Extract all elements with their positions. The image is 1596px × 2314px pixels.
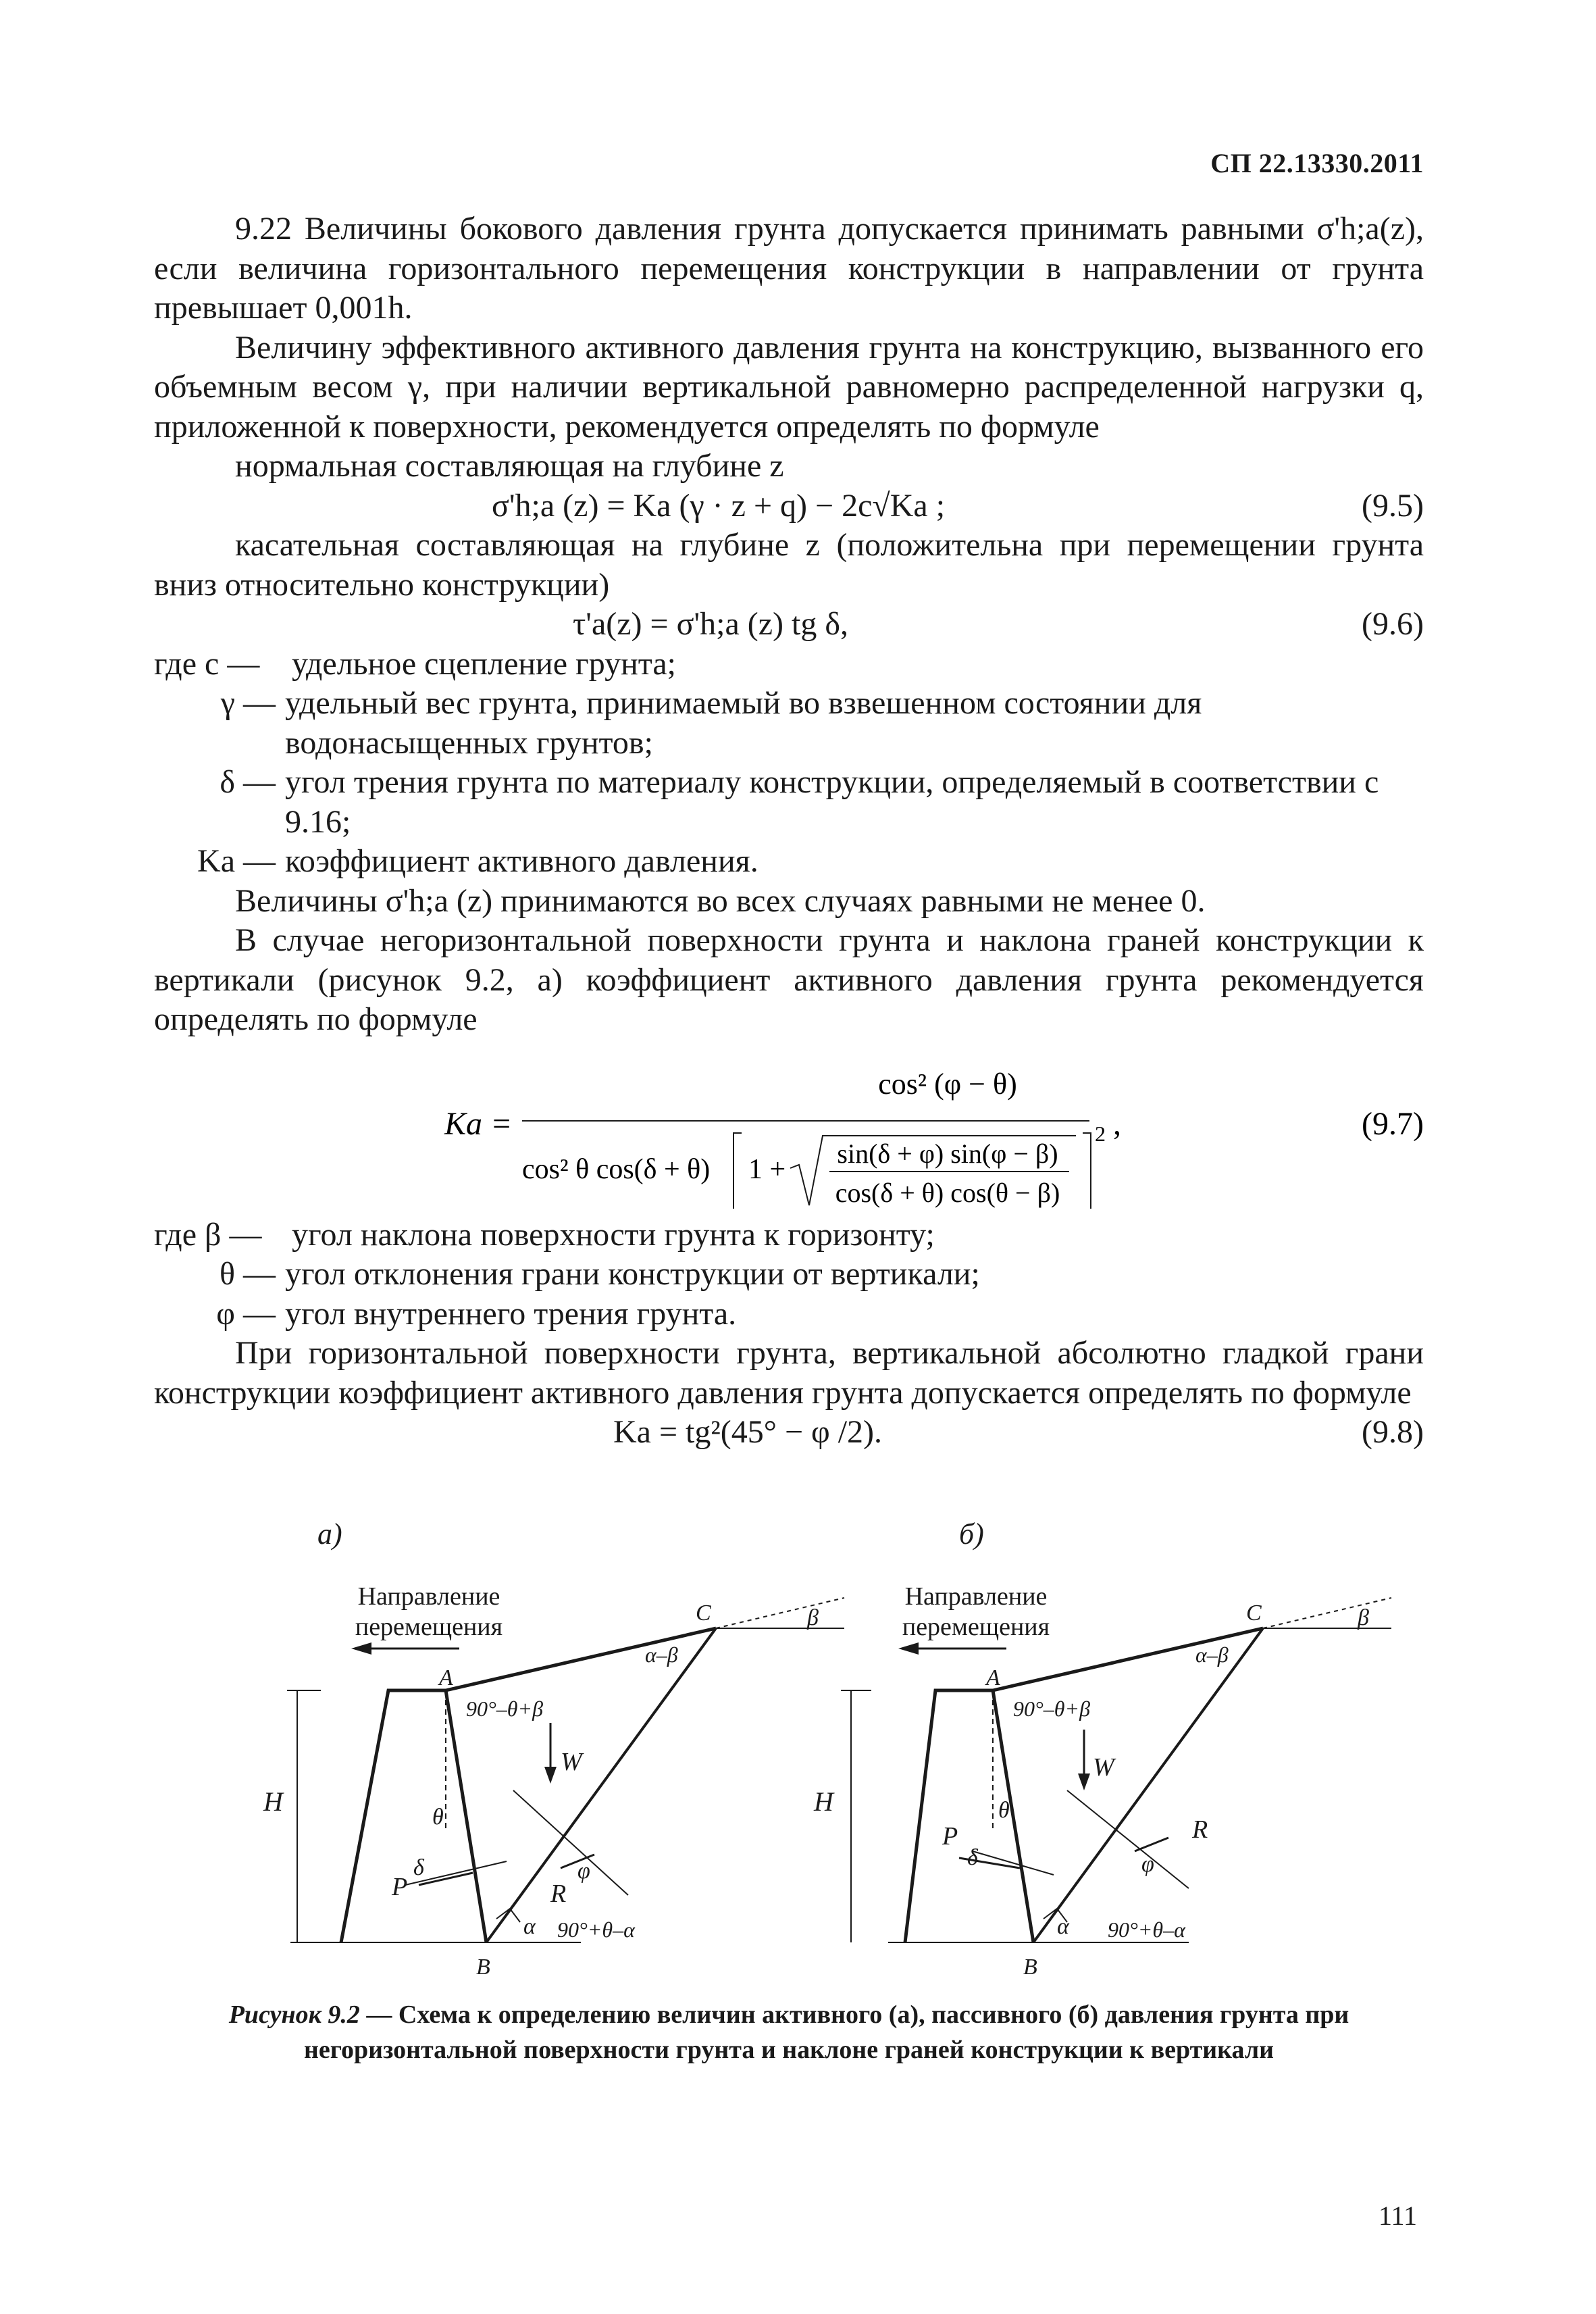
label-angle-bottom-a: 90°+θ–α (557, 1917, 635, 1942)
label-alpha-a: α (523, 1914, 536, 1939)
formula-9-5-number: (9.5) (1362, 487, 1424, 524)
label-W-a: W (561, 1748, 582, 1776)
label-A-b: A (986, 1665, 1000, 1690)
paragraph-normal-component: нормальная составляющая на глубине z (235, 448, 784, 484)
definition-c: где c — удельное сцепление грунта; (154, 645, 676, 682)
label-theta-b: θ (998, 1798, 1010, 1823)
label-R-a: R (550, 1880, 567, 1908)
formula-9-8 (154, 1413, 1424, 1453)
formula-9-7-graphic (154, 1040, 1424, 1209)
label-b: б) (959, 1520, 984, 1551)
left-bracket (733, 1133, 742, 1209)
label-alpha-b: α (1057, 1914, 1069, 1939)
retaining-wall-b (905, 1690, 1033, 1942)
label-C-b: C (1246, 1601, 1262, 1626)
definitions-list-2 (154, 1215, 1424, 1334)
definitions-list-1 (154, 645, 1424, 882)
page-number: 111 (1378, 2200, 1417, 2231)
figure-9-2 (0, 1520, 1596, 1980)
formula-9-6 (154, 605, 1424, 645)
formula-9-7-comma: , (1113, 1105, 1121, 1142)
force-R-b (1135, 1838, 1168, 1851)
label-H-a: H (263, 1786, 283, 1817)
definition-theta: θ — угол отклонения грани конструкции от вертикали; (220, 1256, 980, 1292)
formula-9-7-lhs: Ka = (444, 1105, 513, 1142)
formula-9-7-power: 2 (1095, 1121, 1106, 1146)
paragraph-horizontal-surface: При горизонтальной поверхности грунта, вертикальной абсолютно гладкой грани конструкции коэффициент активного давления грунта допускается определять по формуле (154, 1335, 1424, 1411)
paragraph-9-22: 9.22 Величины бокового давления грунта допускается принимать равными σ'h;a(z), если величина горизонтального перемещения конструкции в направлении от грунта превышает 0,001h. (154, 211, 1424, 326)
diagram-b (813, 1520, 1391, 1980)
direction-label-line1-b: Направление (904, 1582, 1048, 1611)
formula-9-7-root-top: sin(δ + φ) sin(φ − β) (837, 1138, 1058, 1169)
figure-caption-prefix: Рисунок 9.2 (228, 2001, 360, 2029)
label-angle-top-b: 90°–θ+β (1013, 1696, 1091, 1721)
label-C-a: C (696, 1601, 711, 1626)
slip-plane-b (1033, 1628, 1263, 1942)
arrowhead-a (351, 1642, 371, 1655)
figure-caption (154, 1997, 1424, 2067)
label-delta-a: δ (413, 1855, 424, 1880)
label-H-b: H (814, 1786, 833, 1817)
label-A-a: A (439, 1665, 453, 1690)
standard-code-header: СП 22.13330.2011 (1210, 148, 1424, 178)
figure-caption-text: — Схема к определению величин активного (а), пассивного (б) давления грунта при негоризонтальной поверхности грунта и наклоне граней конструкции к вертикали (303, 2001, 1349, 2064)
label-alpha-beta-a: α–β (645, 1642, 678, 1667)
formula-9-7 (154, 1040, 1424, 1209)
diagram-a (263, 1520, 844, 1980)
label-P-b: P (942, 1822, 958, 1851)
label-alpha-beta-b: α–β (1195, 1642, 1229, 1667)
label-W-b: W (1093, 1753, 1114, 1782)
paragraph-effective-pressure: Величину эффективного активного давления грунта на конструкцию, вызванного его объемным весом γ, при наличии вертикальной равномерно распределенной нагрузки q, приложенной к поверхности, рекомендуется определять по формуле (154, 329, 1424, 445)
formula-9-6-expression: τ'a(z) = σ'h;a (z) tg δ, (573, 606, 848, 642)
formula-9-8-number: (9.8) (1362, 1414, 1424, 1450)
formula-9-5-expression: σ'h;a (z) = Ka (γ · z + q) − 2c√Ka ; (492, 487, 946, 524)
formula-9-7-root-bottom: cos(δ + θ) cos(θ − β) (835, 1177, 1060, 1208)
label-beta-a: β (807, 1605, 819, 1630)
label-theta-a: θ (432, 1805, 444, 1830)
label-R-b: R (1192, 1815, 1208, 1844)
label-P-a: P (392, 1873, 408, 1901)
formula-9-8-expression: Ka = tg²(45° − φ /2). (613, 1414, 883, 1450)
formula-9-7-one-plus: 1 + (748, 1153, 786, 1185)
label-phi-b: φ (1141, 1852, 1154, 1877)
label-delta-b: δ (967, 1845, 978, 1870)
direction-label-line2-a: перемещения (355, 1613, 503, 1641)
formula-9-6-number: (9.6) (1362, 606, 1424, 642)
label-B-a: B (476, 1955, 490, 1980)
definition-beta: где β — угол наклона поверхности грунта к горизонту; (154, 1216, 935, 1253)
direction-label-line1-a: Направление (357, 1582, 500, 1611)
formula-9-7-number: (9.7) (1362, 1105, 1424, 1142)
direction-label-line2-b: перемещения (902, 1613, 1050, 1641)
label-a: а) (317, 1520, 342, 1551)
definition-ka: Ka — коэффициент активного давления. (197, 843, 758, 879)
right-bracket (1083, 1133, 1091, 1209)
force-P-a (419, 1873, 473, 1885)
formula-9-7-numerator: cos² (φ − θ) (878, 1067, 1017, 1101)
formula-9-5 (154, 486, 1424, 526)
label-angle-bottom-b: 90°+θ–α (1108, 1917, 1185, 1942)
body-text (154, 209, 1424, 1453)
slip-plane-a (486, 1628, 716, 1942)
formula-9-7-denominator-left: cos² θ cos(δ + θ) (522, 1153, 711, 1185)
paragraph-tangential-component: касательная составляющая на глубине z (положительна при перемещении грунта вниз относительно конструкции) (154, 527, 1424, 603)
definition-gamma: γ — удельный вес грунта, принимаемый во взвешенном состоянии для водонасыщенных грунтов; (220, 685, 1202, 761)
paragraph-min-values: Величины σ'h;a (z) принимаются во всех случаях равными не менее 0. (235, 882, 1206, 919)
definition-phi: φ — угол внутреннего трения грунта. (216, 1295, 737, 1332)
label-phi-a: φ (577, 1859, 590, 1884)
paragraph-nonhorizontal: В случае негоризонтальной поверхности грунта и наклона граней конструкции к вертикали (рисунок 9.2, а) коэффициент активного давления грунта рекомендуется определять по формуле (154, 922, 1424, 1037)
label-beta-b: β (1358, 1605, 1369, 1630)
retaining-wall-a (341, 1690, 486, 1942)
label-angle-top-a: 90°–θ+β (466, 1696, 544, 1721)
label-B-b: B (1023, 1955, 1037, 1980)
definition-delta: δ — угол трения грунта по материалу конструкции, определяемый в соответствии с 9.16; (220, 764, 1379, 840)
